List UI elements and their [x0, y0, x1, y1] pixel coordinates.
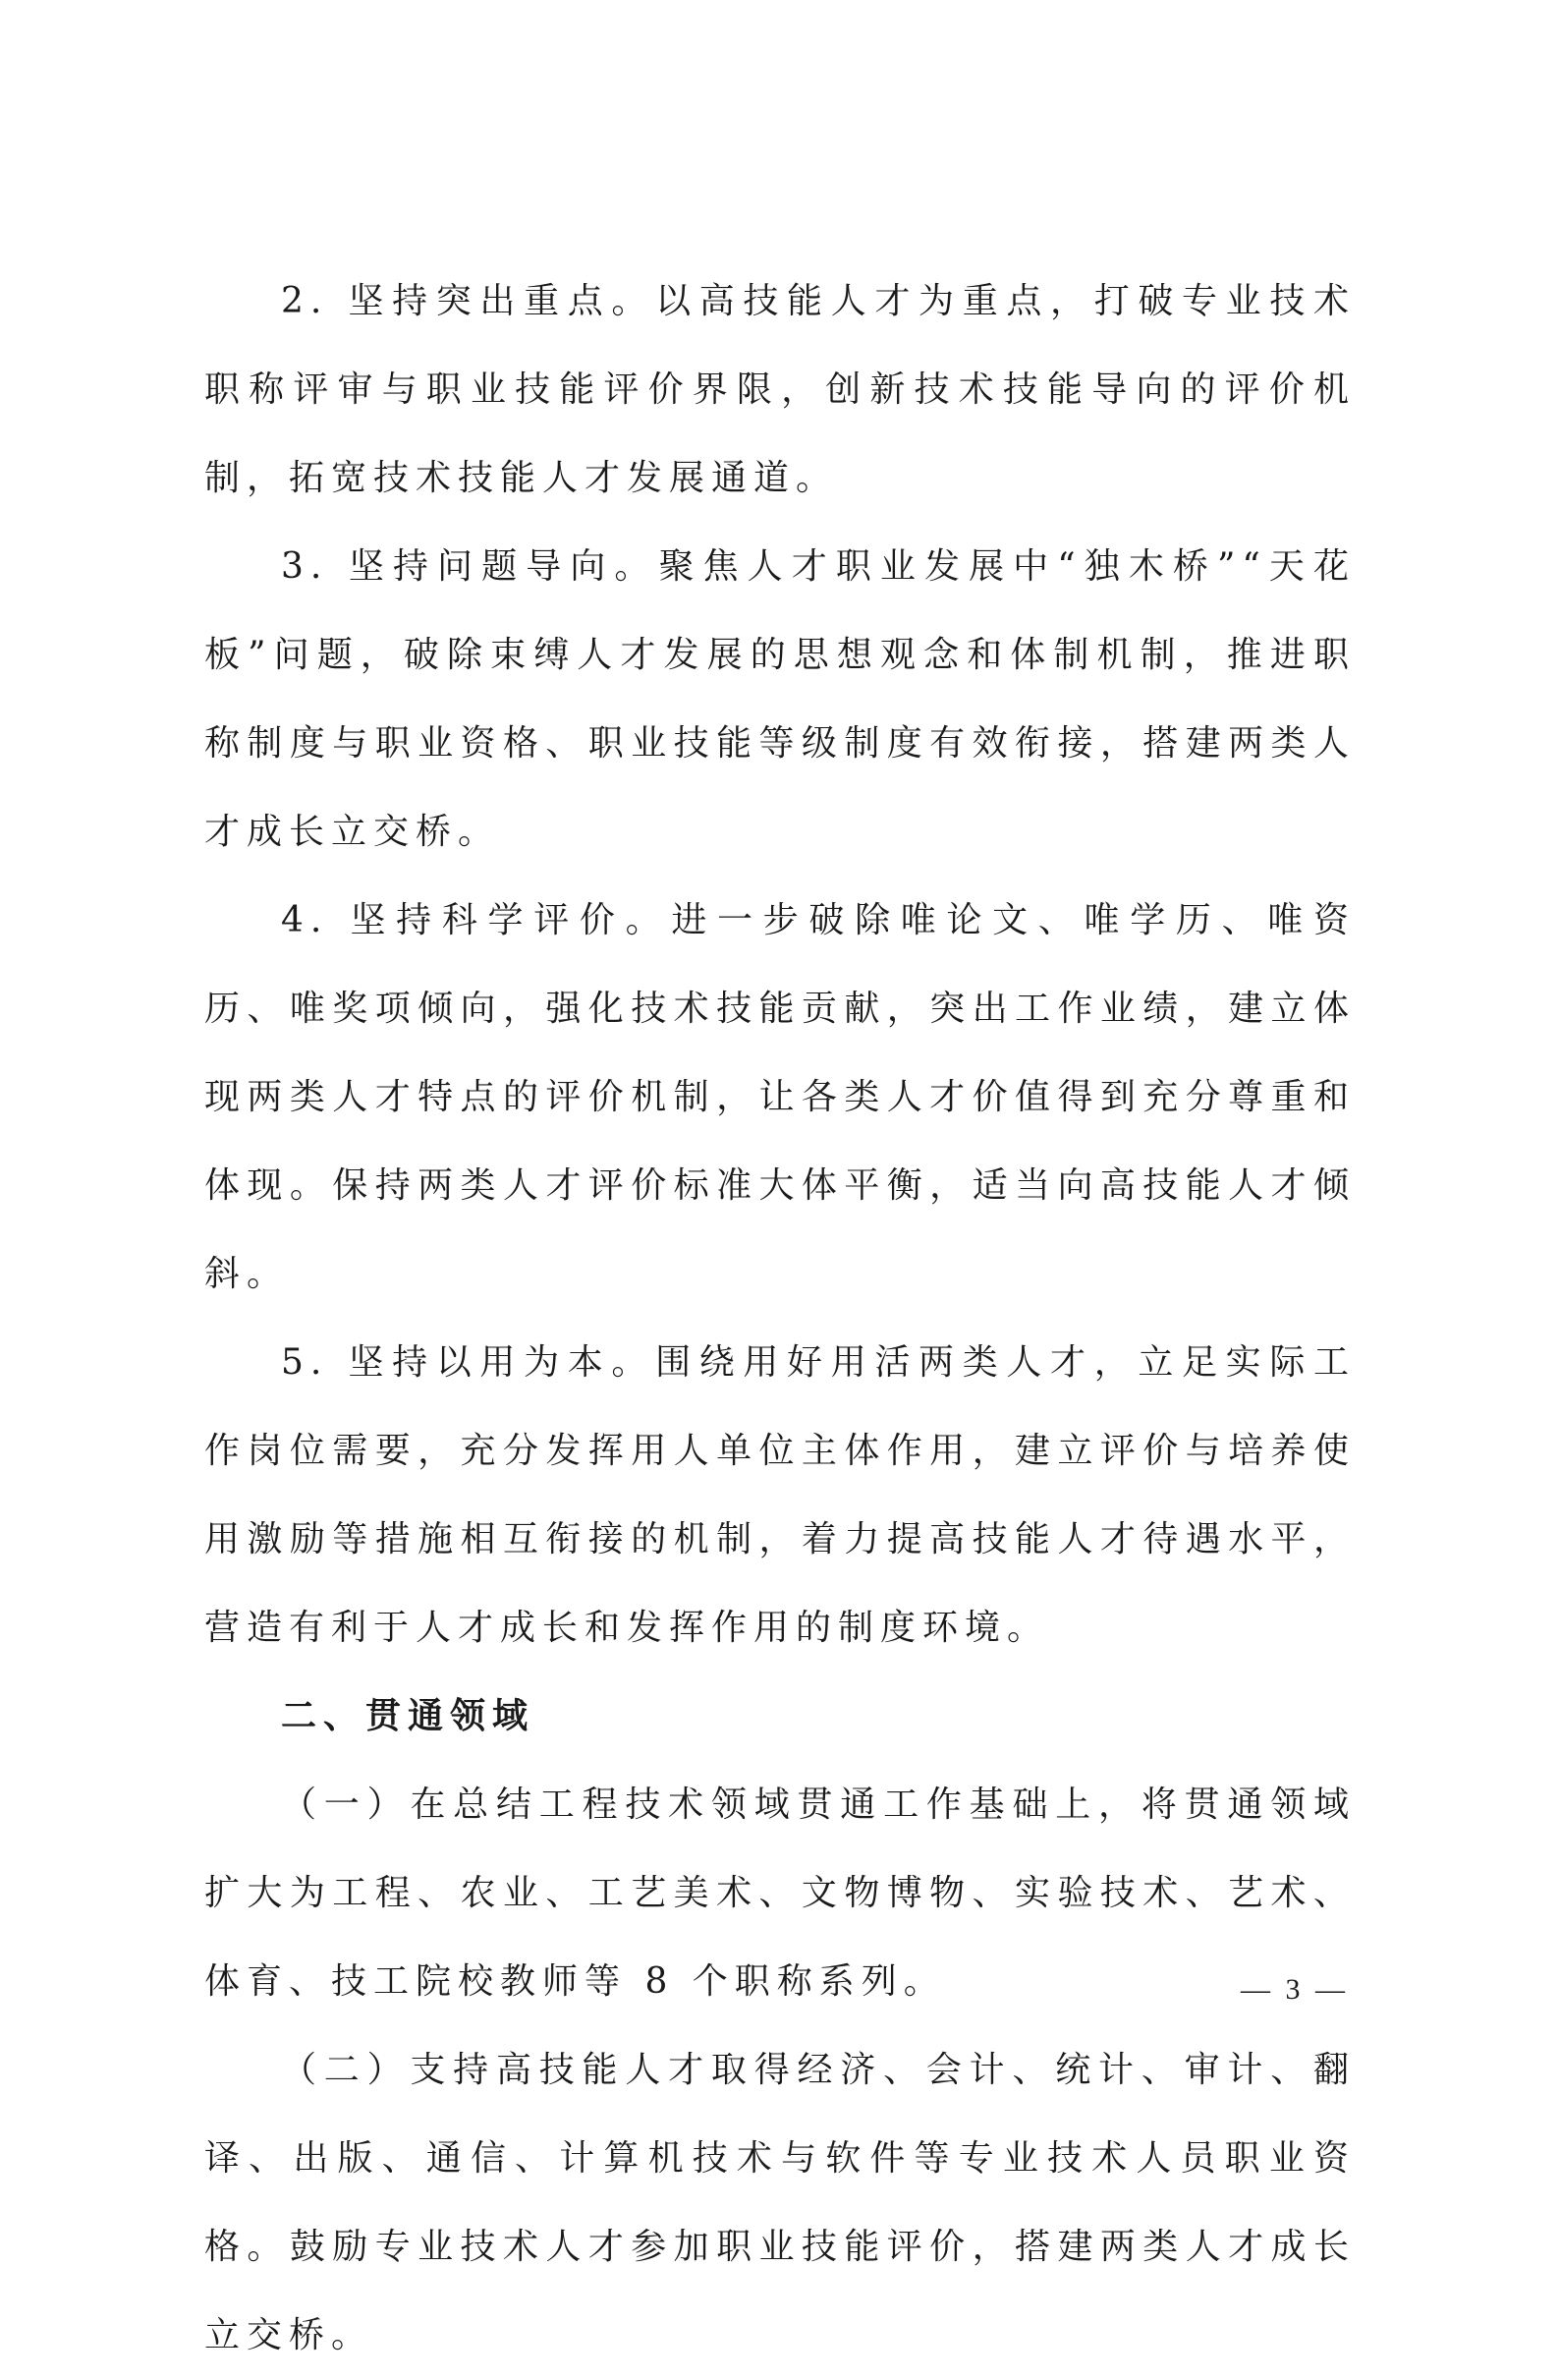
page-number: — 3 — — [1241, 1973, 1349, 2006]
principle-paragraph-4: 4. 坚持科学评价。进一步破除唯论文、唯学历、唯资历、唯奖项倾向，强化技术技能贡献，突出工作业绩，建立体现两类人才特点的评价机制，让各类人才价值得到充分尊重和体现。保持两类人才评价标准大体平衡，适当向高技能人才倾斜。 — [204, 900, 1356, 1294]
document-body — [204, 257, 1356, 2380]
section-paragraph-2: （二）支持高技能人才取得经济、会计、统计、审计、翻译、出版、通信、计算机技术与软件等专业技术人员职业资格。鼓励专业技术人才参加职业技能评价，搭建两类人才成长立交桥。 — [204, 2050, 1356, 2355]
principle-paragraph-5: 5. 坚持以用为本。围绕用好用活两类人才，立足实际工作岗位需要，充分发挥用人单位主体作用，建立评价与培养使用激励等措施相互衔接的机制，着力提高技能人才待遇水平，营造有利于人才成长和发挥作用的制度环境。 — [204, 1342, 1356, 1648]
principle-paragraph-3: 3. 坚持问题导向。聚焦人才职业发展中“独木桥”“天花板”问题，破除束缚人才发展的思想观念和体制机制，推进职称制度与职业资格、职业技能等级制度有效衔接，搭建两类人才成长立交桥。 — [204, 546, 1356, 852]
principle-paragraph-2: 2. 坚持突出重点。以高技能人才为重点，打破专业技术职称评审与职业技能评价界限，创新技术技能导向的评价机制，拓宽技术技能人才发展通道。 — [204, 281, 1356, 498]
section-heading: 二、贯通领域 — [281, 1696, 535, 1736]
section-paragraph-1: （一）在总结工程技术领域贯通工作基础上，将贯通领域扩大为工程、农业、工艺美术、文物博物、实验技术、艺术、体育、技工院校教师等 8 个职称系列。 — [204, 1785, 1356, 2002]
